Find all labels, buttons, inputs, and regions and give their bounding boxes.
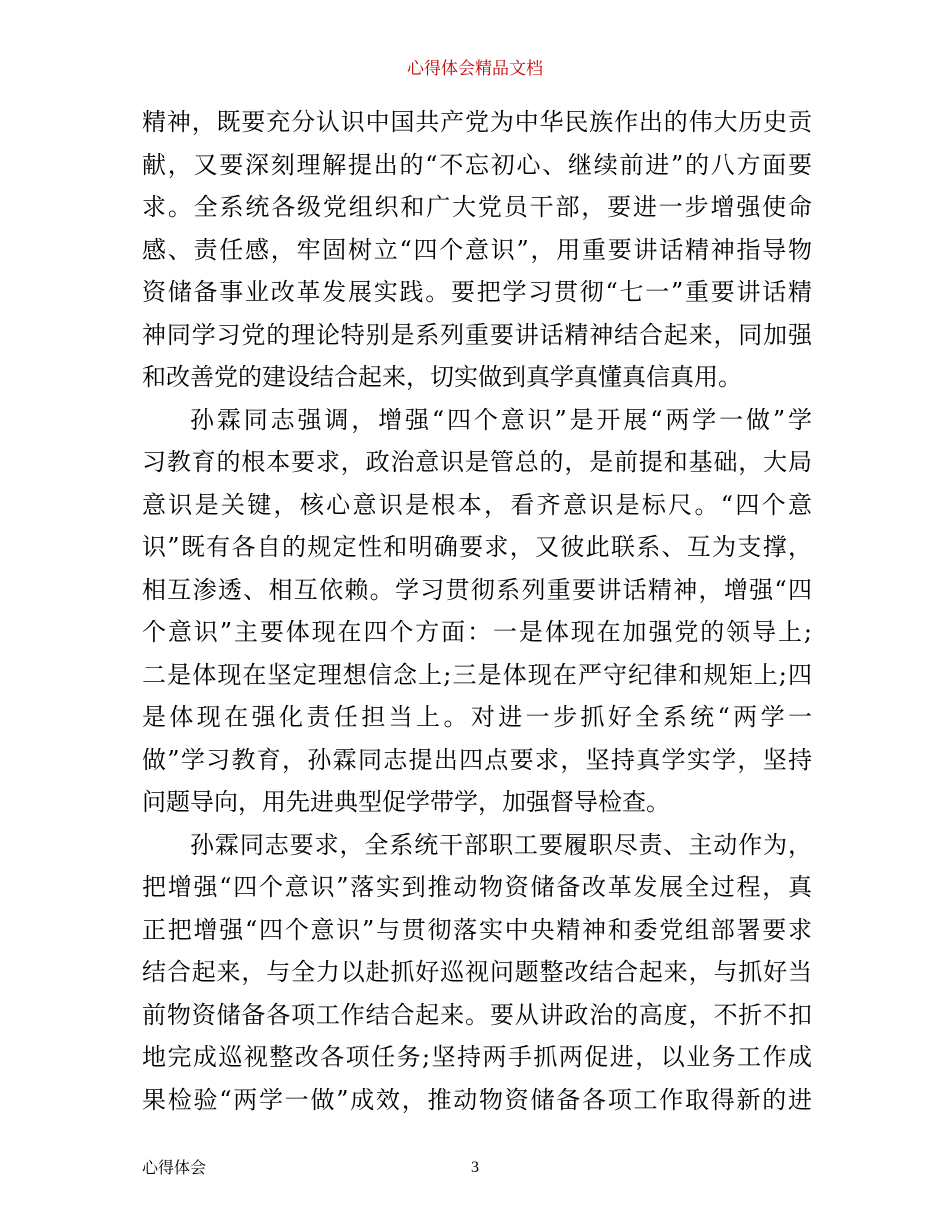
page-number: 3: [471, 1159, 479, 1176]
paragraph-start-line: 孙霖同志强调，增强“四个意识”是开展“两学一做”学: [190, 405, 812, 434]
body-line: 资储备事业改革发展实践。要把学习贯彻“七一”重要讲话精: [142, 278, 812, 306]
body-line: 个意识”主要体现在四个方面：一是体现在加强党的领导上;: [142, 618, 812, 646]
body-line: 地完成巡视整改各项任务;坚持两手抓两促进，以业务工作成: [142, 1043, 812, 1071]
body-line: 果检验“两学一做”成效，推动物资储备各项工作取得新的进: [142, 1085, 812, 1114]
body-line: 把增强“四个意识”落实到推动物资储备改革发展全过程，真: [142, 873, 812, 901]
body-line: 神同学习党的理论特别是系列重要讲话精神结合起来，同加强: [142, 320, 812, 349]
body-line: 求。全系统各级党组织和广大党员干部，要进一步增强使命: [142, 193, 812, 221]
body-line: 识”既有各自的规定性和明确要求，又彼此联系、互为支撑，: [142, 533, 812, 561]
body-line: 问题导向，用先进典型促学带学，加强督导检查。: [142, 788, 670, 816]
body-line: 做”学习教育，孙霖同志提出四点要求，坚持真学实学，坚持: [142, 745, 812, 774]
body-line: 感、责任感，牢固树立“四个意识”，用重要讲话精神指导物: [142, 235, 812, 264]
footer-label: 心得体会: [142, 1158, 207, 1177]
body-line: 习教育的根本要求，政治意识是管总的，是前提和基础，大局: [142, 448, 812, 476]
body-line: 相互渗透、相互依赖。学习贯彻系列重要讲话精神，增强“四: [142, 575, 812, 604]
body-line: 是体现在强化责任担当上。对进一步抓好全系统“两学一: [142, 703, 812, 731]
document-body: [142, 101, 812, 1121]
body-line: 和改善党的建设结合起来，切实做到真学真懂真信真用。: [142, 363, 742, 391]
body-line: 献，又要深刻理解提出的“不忘初心、继续前进”的八方面要: [142, 150, 812, 179]
document-header-title: 心得体会精品文档: [407, 59, 543, 79]
paragraph-start-line: 孙霖同志要求，全系统干部职工要履职尽责、主动作为，: [190, 830, 812, 859]
body-line: 意识是关键，核心意识是根本，看齐意识是标尺。“四个意: [142, 490, 812, 519]
body-line: 正把增强“四个意识”与贯彻落实中央精神和委党组部署要求: [142, 915, 812, 944]
body-line: 二是体现在坚定理想信念上;三是体现在严守纪律和规矩上;四: [142, 660, 812, 689]
body-line: 前物资储备各项工作结合起来。要从讲政治的高度，不折不扣: [142, 1000, 812, 1029]
body-line: 结合起来，与全力以赴抓好巡视问题整改结合起来，与抓好当: [142, 958, 812, 986]
body-line: 精神，既要充分认识中国共产党为中华民族作出的伟大历史贡: [142, 108, 812, 136]
